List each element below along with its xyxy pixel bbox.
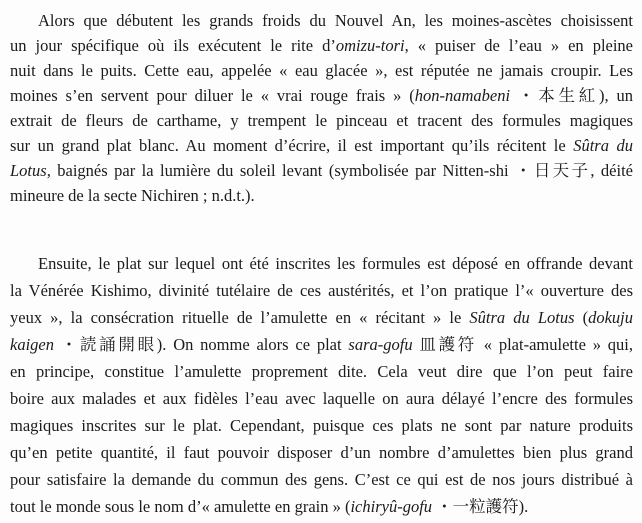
text-line (10, 412, 633, 439)
text-segment: moines s’en servent pour diluer le « vrai rouge frais » ( (10, 86, 415, 105)
text-segment: , « puiser de l’eau » en pleine (404, 36, 634, 55)
italic-term: omizu-tori (335, 36, 405, 55)
text-segment: magiques inscrites sur le plat. Cependant, puisque ces plats ne sont par nature produits (10, 416, 633, 435)
document-body (10, 8, 633, 520)
text-line (10, 58, 633, 83)
text-segment: tout le monde sous le nom d’« amulette en grain » ( (10, 497, 351, 516)
italic-term: Sûtra du (573, 136, 633, 155)
text-segment: sur un grand plat blanc. Au moment d’écrire, il est important qu’ils récitent le (10, 136, 574, 155)
italic-term: Lotus (10, 161, 47, 180)
text-line (10, 8, 633, 33)
text-segment: ・本生紅), un (510, 86, 633, 105)
text-segment: qu’en petite quantité, il faut pouvoir disposer d’un nombre d’amulettes bien plus grand (10, 443, 633, 462)
italic-term: ichiryû-gofu (350, 497, 433, 516)
text-segment: 皿護符 « plat-amulette » qui, (412, 335, 633, 354)
italic-term: dokuju (588, 308, 634, 327)
text-segment: boire aux malades et aux fidèles l’eau avec laquelle on aura délayé l’encre des formules (10, 389, 633, 408)
paragraph-1 (10, 8, 633, 208)
text-line (10, 466, 633, 493)
text-line (10, 133, 633, 158)
text-segment: Ensuite, le plat sur lequel ont été inscrites les formules est déposé en offrande devant (38, 254, 633, 273)
text-line (10, 250, 633, 277)
text-segment: ( (574, 308, 589, 327)
text-line (10, 33, 633, 58)
text-segment: extrait de fleurs de carthame, y trempent le pinceau et tracent des formules magiques (10, 111, 633, 130)
italic-term: kaigen (10, 335, 54, 354)
text-line (10, 358, 633, 385)
text-line (10, 304, 633, 331)
text-segment: , baignés par la lumière du soleil levant (symbolisée par Nitten-shi ・日天子, déité (46, 161, 633, 180)
italic-term: Sûtra du Lotus (469, 308, 575, 327)
text-segment: mineure de la secte Nichiren ; n.d.t.). (10, 186, 255, 205)
text-segment: ・読誦開眼). On nomme alors ce plat (53, 335, 349, 354)
text-line (10, 183, 633, 208)
text-line (10, 83, 633, 108)
text-line (10, 331, 633, 358)
text-line (10, 493, 633, 520)
italic-term: sara-gofu (348, 335, 413, 354)
text-line (10, 439, 633, 466)
text-segment: un jour spécifique où ils exécutent le rite d’ (10, 36, 336, 55)
text-segment: nuit dans le puits. Cette eau, appelée « eau glacée », est réputée ne jamais croupir. Les (10, 61, 633, 80)
text-segment: yeux », la consécration rituelle de l’amulette en « récitant » le (10, 308, 470, 327)
text-segment: la Vénérée Kishimo, divinité tutélaire de ces austérités, et l’on pratique l’« ouverture des (10, 281, 633, 300)
paragraph-2 (10, 250, 633, 520)
text-line (10, 108, 633, 133)
italic-term: hon-namabeni (414, 86, 511, 105)
text-segment: en principe, constitue l’amulette proprement dite. Cela veut dire que l’on peut faire (10, 362, 633, 381)
text-segment: ・一粒護符). (432, 497, 529, 516)
text-line (10, 385, 633, 412)
text-segment: pour satisfaire la demande du commun des gens. C’est ce qui est de nos jours distribué à (10, 470, 633, 489)
text-line (10, 277, 633, 304)
text-line (10, 158, 633, 183)
text-segment: Alors que débutent les grands froids du Nouvel An, les moines-ascètes choisissent (38, 11, 633, 30)
